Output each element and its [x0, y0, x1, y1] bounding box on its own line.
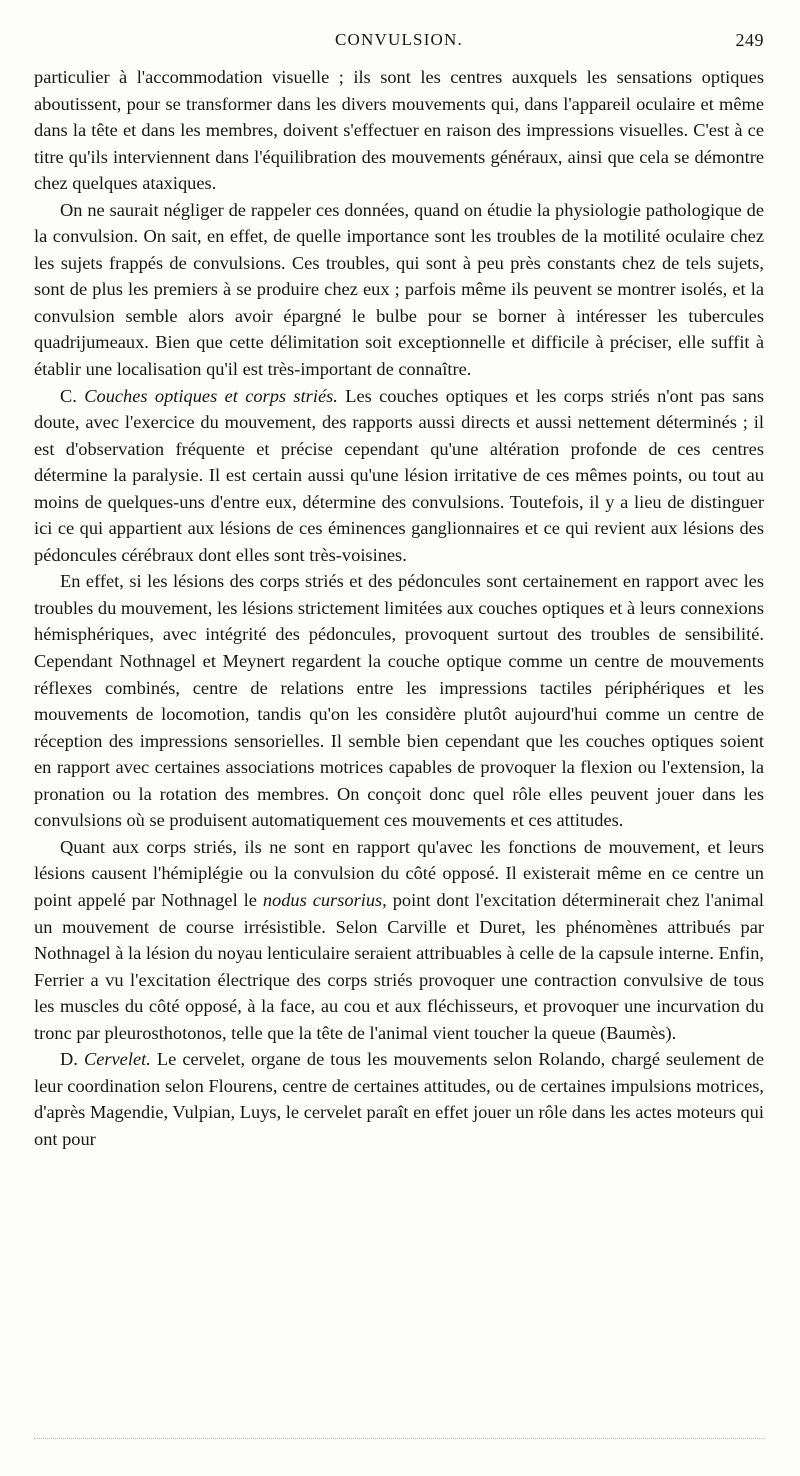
section-c-paragraph	[34, 383, 764, 569]
paragraph-2-text: On ne saurait négliger de rappeler ces données, quand on étudie la physiologie pathologique de la convulsion. On sait, en effet, de quelle importance sont les troubles de la motilité oculaire chez les sujets frappés de convulsions. Ces troubles, qui sont à peu près constants chez de tels sujets, sont de plus les premiers à se produire chez eux ; parfois même ils peuvent se montrer isolés, et la convulsion semble alors avoir épargné le bulbe pour se borner à intéresser les tubercules quadrijumeaux. Bien que cette délimitation soit exceptionnelle et difficile à préciser, elle suffit à établir une localisation qu'il est très-important de connaître.	[34, 199, 764, 380]
paragraph-1-text: particulier à l'accommodation visuelle ; ils sont les centres auxquels les sensations optiques aboutissent, pour se transformer dans les divers mouvements qui, dans l'appareil oculaire et même dans la tête et dans les membres, doivent s'effectuer en raison des impressions visuelles. C'est à ce titre qu'ils interviennent dans l'équilibration des mouvements généraux, ainsi que cela se démontre chez quelques ataxiques.	[34, 67, 764, 194]
paragraph-5-emphasis: nodus cursorius,	[262, 889, 387, 910]
paragraph-5-text-after: point dont l'excitation déterminerait chez l'animal un mouvement de course irrésistible. Selon Carville et Duret, les phénomènes attribués par Nothnagel à la lésion du noyau lenticulaire seraient attribuables à celle de la capsule interne. Enfin, Ferrier a vu l'excitation électrique des corps striés provoquer une contraction convulsive de tous les muscles du côté opposé, à la face, au cou et aux fléchisseurs, et provoquer une incurvation du tronc par pleurosthotonos, telle que la tête de l'animal vient toucher la queue (Baumès).	[34, 889, 764, 1043]
paragraph-4-text: En effet, si les lésions des corps striés et des pédoncules sont certainement en rapport avec les troubles du mouvement, les lésions strictement limitées aux couches optiques et à leurs connexions hémisphériques, avec intégrité des pédoncules, provoquent surtout des troubles de sensibilité. Cependant Nothnagel et Meynert regardent la couche optique comme un centre de mouvements réflexes combinés, centre de relations entre les impressions tactiles périphériques et les mouvements de locomotion, tandis qu'on les considère plutôt aujourd'hui comme un centre de réception des impressions sensorielles. Il semble bien cependant que les couches optiques soient en rapport avec certaines associations motrices capables de provoquer la flexion ou l'extension, la pronation ou la rotation des membres. On conçoit donc quel rôle elles peuvent jouer dans les convulsions où se produisent automatiquement ces mouvements et ces attitudes.	[34, 571, 764, 831]
page-number: 249	[735, 30, 764, 50]
running-title: CONVULSION.	[335, 30, 463, 49]
section-c-heading: Couches optiques et corps striés.	[84, 385, 338, 406]
paragraph	[34, 197, 764, 383]
paragraph	[34, 834, 764, 1046]
section-d-heading: Cervelet.	[83, 1049, 151, 1070]
section-c-text: Les couches optiques et les corps striés n'ont pas sans doute, avec l'exercice du mouvement, des rapports aussi directs et aussi nettement déterminés ; il est d'observation fréquente et précise cependant qu'une altération profonde de ces centres détermine la paralysie. Il est certain aussi qu'une lésion irritative de ces mêmes points, ou tout au moins de quelques-uns d'entre eux, détermine des convulsions. Toutefois, il y a lieu de distinguer ici ce qui appartient aux lésions de ces éminences ganglionnaires et ce qui revient aux lésions des pédoncules cérébraux dont elles sont très-voisines.	[34, 385, 764, 565]
section-c-letter: C.	[60, 385, 77, 406]
section-d-letter: D.	[60, 1049, 78, 1070]
section-d-text: Le cervelet, organe de tous les mouvements selon Rolando, chargé seulement de leur coordination selon Flourens, centre de certaines attitudes, ou de certaines impulsions motrices, d'après Magendie, Vulpian, Luys, le cervelet paraît en effet jouer un rôle dans les actes moteurs qui ont pour	[34, 1049, 764, 1149]
section-d-paragraph	[34, 1046, 764, 1152]
paragraph-continuation	[34, 64, 764, 197]
footer-rule	[34, 1438, 764, 1439]
running-header	[34, 30, 764, 60]
paragraph	[34, 568, 764, 833]
paragraph-5-text: Quant aux corps striés, ils ne sont en rapport qu'avec les fonctions de mouvement, et leurs lésions causent l'hémiplégie ou la convulsion du côté opposé. Il existerait même en ce centre un point appelé par Nothnagel le	[34, 836, 764, 910]
body-text	[34, 64, 764, 1152]
